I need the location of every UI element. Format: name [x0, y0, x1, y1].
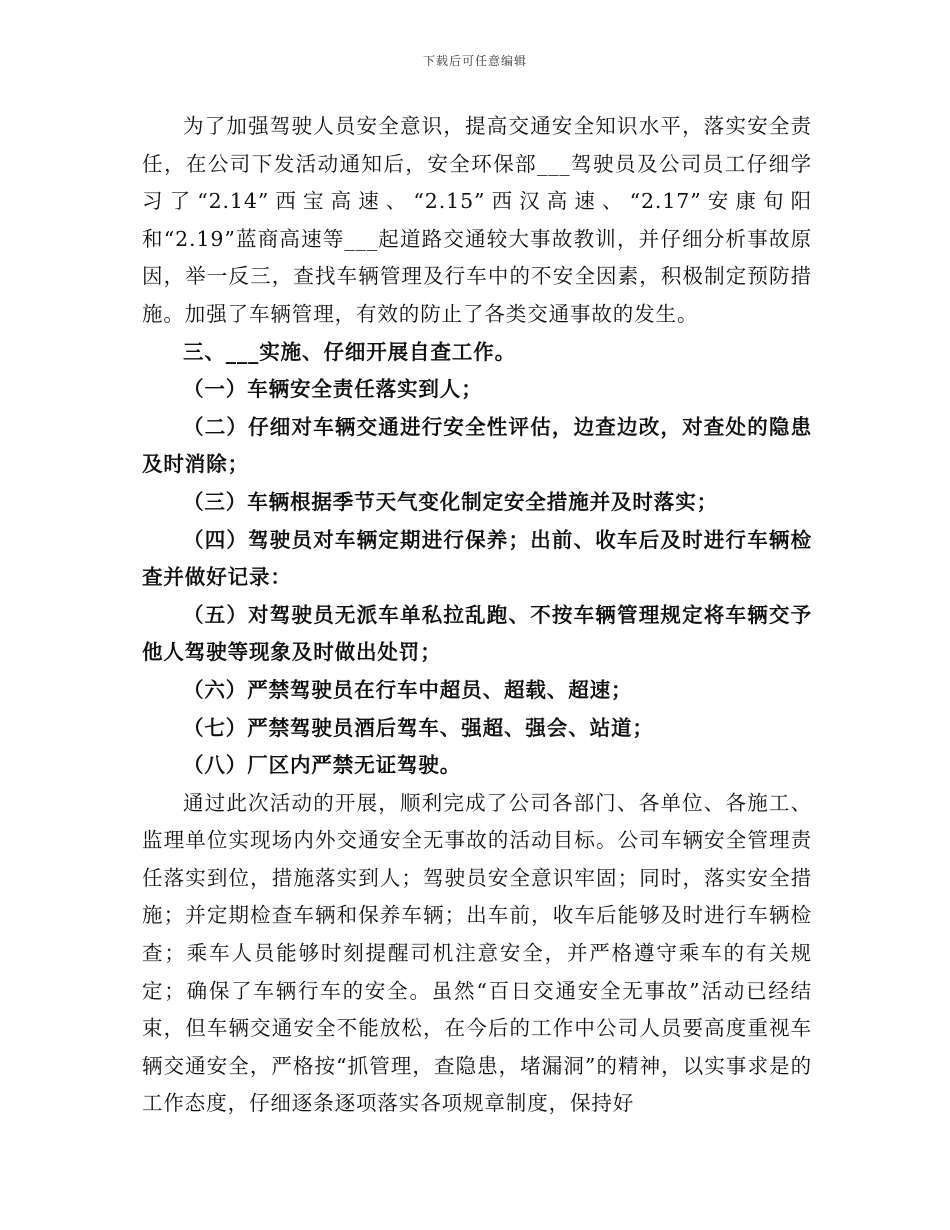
- list-item: （六）严禁驾驶员在行车中超员、超载、超速；: [183, 677, 633, 702]
- summary-paragraph: 通过此次活动的开展，顺利完成了公司各部门、各单位、各施工、监理单位实现场内外交通安全无事故的活动目标。公司车辆安全管理责任落实到位，措施落实到人；驾驶员安全意识牢固；同时，落实安全措施；并定期检查车辆和保养车辆；出车前，收车后能够及时进行车辆检查；乘车人员能够时刻提醒司机注意安全，并严格遵守乘车的有关规定；确保了车辆行车的安全。虽然“百日交通安全无事故”活动已经结束，但车辆交通安全不能放松，在今后的工作中公司人员要高度重视车辆交通安全，严格按“抓管理，查隐患，堵漏洞”的精神，以实事求是的工作态度，仔细逐条逐项落实各项规章制度，保持好: [142, 790, 812, 1116]
- list-item: （四）驾驶员对车辆定期进行保养；出前、收车后及时进行车辆检查并做好记录：: [142, 527, 812, 590]
- list-item: （五）对驾驶员无派车单私拉乱跑、不按车辆管理规定将车辆交予他人驾驶等现象及时做出处罚；: [142, 602, 812, 665]
- list-item: （二）仔细对车辆交通进行安全性评估，边查边改，对查处的隐患及时消除；: [142, 414, 812, 477]
- list-item: （三）车辆根据季节天气变化制定安全措施并及时落实；: [183, 489, 718, 514]
- list-item: （七）严禁驾驶员酒后驾车、强超、强会、站道；: [183, 715, 654, 740]
- intro-paragraph: 为了加强驾驶人员安全意识，提高交通安全知识水平，落实安全责任，在公司下发活动通知后，安全环保部___驾驶员及公司员工仔细学习了“2.14”西宝高速、“2.15”西汉高速、“2.17”安康旬阳和“2.19”蓝商高速等___起道路交通较大事故教训，并仔细分析事故原因，举一反三，查找车辆管理及行车中的不安全因素，积极制定预防措施。加强了车辆管理，有效的防止了各类交通事故的发生。: [142, 114, 812, 326]
- section-heading: 三、___实施、仔细开展自查工作。: [183, 339, 517, 364]
- document-body: [142, 108, 812, 1123]
- list-item: （八）厂区内严禁无证驾驶。: [183, 753, 462, 778]
- page-header: 下载后可任意编辑: [422, 54, 527, 68]
- list-item: （一）车辆安全责任落实到人；: [183, 377, 483, 402]
